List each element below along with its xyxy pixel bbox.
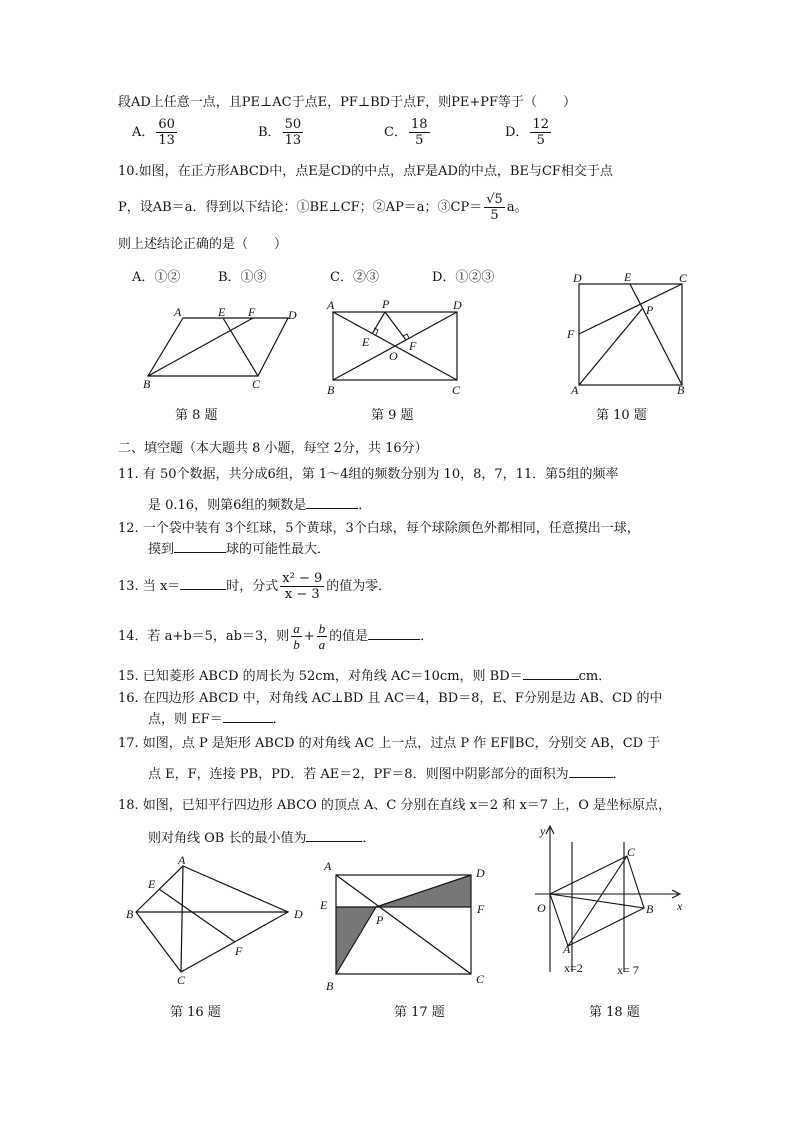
- fig18-label-x2: x=2: [564, 961, 583, 975]
- fig8-label-c: C: [252, 377, 261, 391]
- fig16-label-d: D: [294, 907, 303, 921]
- q18-answer-blank[interactable]: [306, 829, 362, 842]
- fig18-label-b: B: [646, 902, 654, 916]
- fig16-caption: 第 16 题: [170, 1005, 221, 1020]
- figure-10: [567, 270, 697, 400]
- fig18-label-a: A: [563, 942, 571, 956]
- q12-line1: 12. 一个袋中装有 3个红球，5个黄球，3个白球，每个球除颜色外都相同，任意摸出一球，: [118, 521, 640, 536]
- fig17-label-b: B: [326, 979, 334, 993]
- q16-line2: 点，则 EF＝ ．: [148, 712, 286, 727]
- fig17-caption: 第 17 题: [394, 1005, 445, 1020]
- fig17-label-a: A: [324, 859, 332, 873]
- q10-option-c[interactable]: C．②③: [330, 270, 379, 285]
- q10-option-d[interactable]: D．①②③: [432, 270, 495, 285]
- fig9-label-d: D: [453, 298, 462, 312]
- q14-answer-blank[interactable]: [368, 627, 420, 640]
- fig18-label-c: C: [627, 845, 636, 859]
- figure-18: [530, 822, 700, 982]
- figure-16: [123, 853, 313, 987]
- q11-answer-blank[interactable]: [306, 496, 358, 509]
- q10-line1: 10.如图，在正方形ABCD中，点E是CD的中点，点F是AD的中点，BE与CF相交于点: [118, 164, 613, 179]
- q12-answer-blank[interactable]: [174, 540, 226, 553]
- q18-line1: 18. 如图，已知平行四边形 ABCO 的顶点 A、C 分别在直线 x＝2 和 x＝7 上，O 是坐标原点，: [118, 798, 671, 813]
- fig9-caption: 第 9 题: [371, 408, 414, 423]
- fig10-label-a: A: [571, 383, 579, 397]
- fig10-label-e: E: [624, 270, 632, 284]
- q17-line2: 点 E，F，连接 PB，PD．若 AE＝2，PF＝8．则图中阴影部分的面积为 ．: [148, 767, 626, 782]
- q17-answer-blank[interactable]: [569, 765, 613, 778]
- fig17-label-p: P: [376, 913, 384, 927]
- q16-line1: 16. 在四边形 ABCD 中，对角线 AC⊥BD 且 AC＝4，BD＝8，E、F分别是边 AB、CD 的中: [118, 691, 663, 706]
- q9-text: 段AD上任意一点，且PE⊥AC于点E，PF⊥BD于点F，则PE+PF等于（ ）: [118, 95, 576, 110]
- fig16-label-e: E: [148, 877, 156, 891]
- fig18-label-x: x: [677, 899, 683, 913]
- q9-option-d[interactable]: D． $\frac{12}{5}$: [505, 117, 549, 148]
- q9-option-a[interactable]: A． $\frac{60}{13}$: [132, 117, 175, 148]
- figure-8: [138, 302, 328, 392]
- fig8-label-a: A: [174, 305, 182, 319]
- q15-line: 15. 已知菱形 ABCD 的周长为 52cm，对角线 AC＝10cm，则 BD＝ cm．: [118, 669, 612, 684]
- q15-answer-blank[interactable]: [523, 667, 579, 680]
- fig8-label-f: F: [248, 305, 256, 319]
- fig9-label-b: B: [327, 383, 335, 397]
- q13-answer-blank[interactable]: [180, 577, 226, 590]
- fig10-label-p: P: [646, 303, 654, 317]
- fig9-label-f: F: [409, 339, 417, 353]
- fig8-label-d: D: [288, 308, 297, 322]
- q10-option-a[interactable]: A．①②: [132, 270, 181, 285]
- fig17-label-c: C: [476, 972, 485, 986]
- q9-option-c[interactable]: C． $\frac{18}{5}$: [384, 117, 428, 148]
- fig18-caption: 第 18 题: [589, 1005, 640, 1020]
- fig16-label-c: C: [177, 973, 186, 987]
- fig8-caption: 第 8 题: [175, 408, 218, 423]
- fig9-label-c: C: [452, 383, 461, 397]
- figure-9: [322, 296, 472, 396]
- q16-answer-blank[interactable]: [223, 710, 273, 723]
- fig17-label-f: F: [477, 902, 485, 916]
- section-heading: 二、填空题（本大题共 8 小题，每空 2分，共 16分）: [118, 441, 428, 456]
- q18-line2: 则对角线 OB 长的最小值为 ．: [148, 831, 376, 846]
- fig16-label-f: F: [235, 944, 243, 958]
- fig10-caption: 第 10 题: [596, 408, 647, 423]
- q17-line1: 17. 如图，点 P 是矩形 ABCD 的对角线 AC 上一点，过点 P 作 EF∥BC，分别交 AB，CD 于: [118, 736, 661, 751]
- q13-line: 13. 当 x＝ 时，分式 $\frac{\text{x² − 9}}{x - 3}$ 的值为零．: [118, 571, 392, 602]
- fig17-label-d: D: [476, 866, 485, 880]
- fig16-label-b: B: [126, 907, 134, 921]
- fig17-label-e: E: [320, 898, 328, 912]
- fig9-label-e: E: [362, 335, 370, 349]
- fig8-label-b: B: [143, 377, 151, 391]
- figure-17: [318, 857, 488, 992]
- fig10-label-c: C: [679, 271, 688, 285]
- q12-line2: 摸到 球的可能性最大．: [148, 542, 331, 557]
- fig10-label-d: D: [573, 271, 582, 285]
- q10-line3: 则上述结论正确的是（ ）: [118, 237, 288, 252]
- fig18-label-y: y: [540, 824, 546, 838]
- fig18-label-o: O: [537, 901, 546, 915]
- fig10-label-b: B: [677, 383, 685, 397]
- fig9-label-a: A: [327, 298, 335, 312]
- fig8-label-e: E: [218, 305, 226, 319]
- fig9-label-o: O: [389, 349, 398, 363]
- q9-option-b[interactable]: B． $\frac{50}{13}$: [258, 117, 302, 148]
- fig18-label-x7: x= 7: [617, 963, 639, 977]
- q10-line2: P，设AB＝a．得到以下结论：①BE⊥CF；②AP＝a；③CP＝ $\frac{√5}{5}$ a。: [118, 192, 528, 223]
- q11-line2: 是 0.16，则第6组的频数是 ．: [148, 498, 372, 513]
- q11-line1: 11. 有 50个数据，共分成6组，第 1～4组的频数分别为 10，8，7，11．第5组的频率: [118, 467, 619, 482]
- fig16-label-a: A: [178, 853, 186, 867]
- q14-line: 14．若 a+b＝5，ab＝3，则 $\frac{a}{b}$ + $\frac{b}{a}$ 的值是 ．: [118, 621, 434, 652]
- fig9-label-p: P: [382, 297, 390, 311]
- fig10-label-f: F: [567, 327, 575, 341]
- q10-option-b[interactable]: B．①③: [218, 270, 267, 285]
